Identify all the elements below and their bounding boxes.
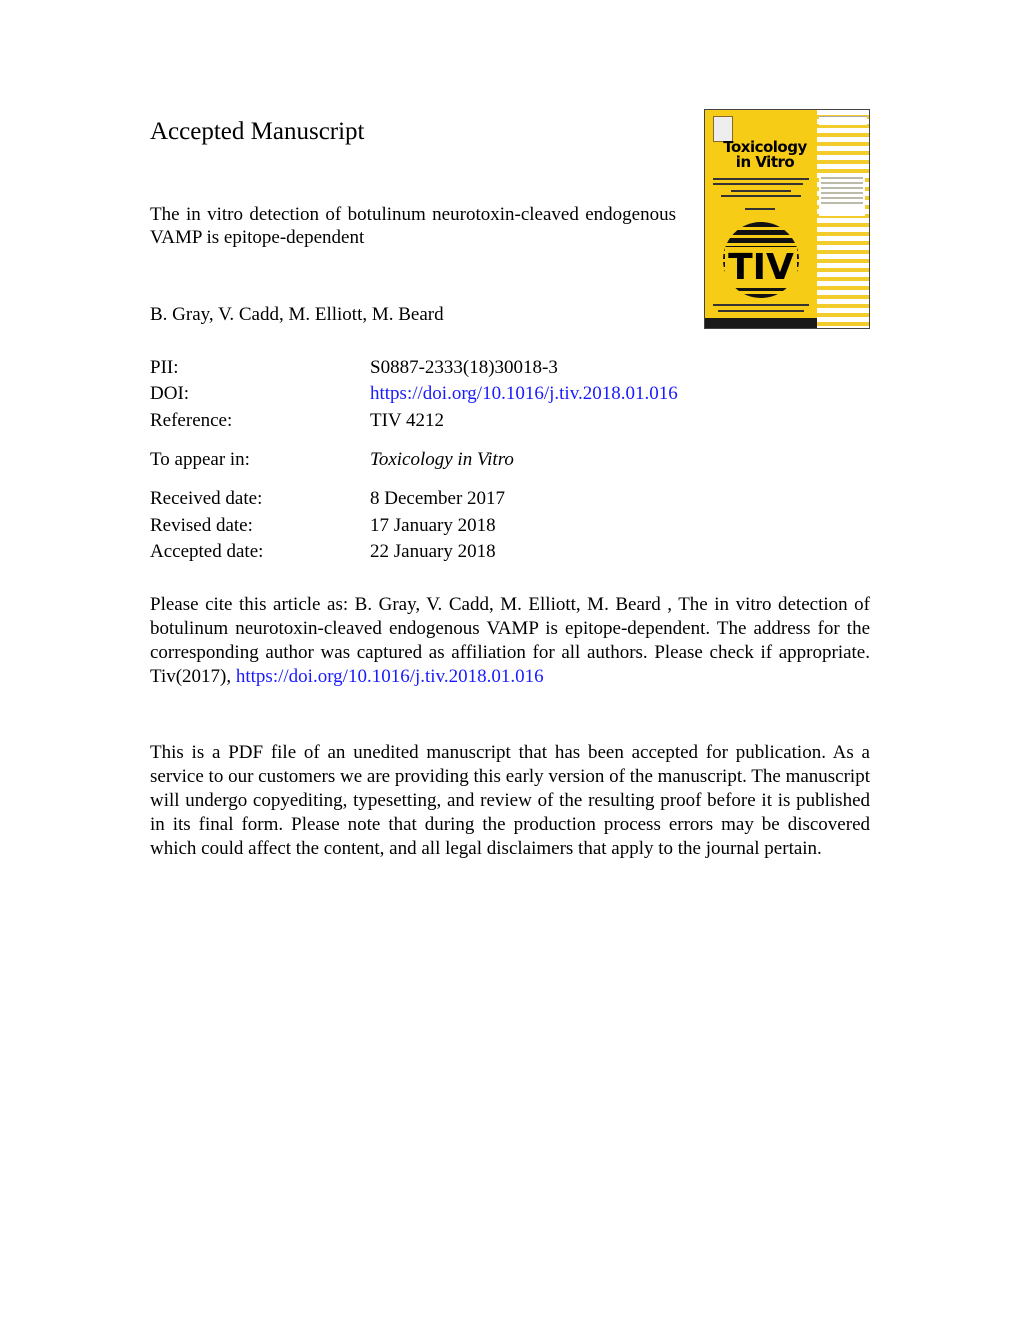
page-heading: Accepted Manuscript	[150, 118, 365, 145]
received-date-label: Received date:	[150, 488, 263, 509]
doi-link[interactable]: https://doi.org/10.1016/j.tiv.2018.01.016	[370, 383, 678, 404]
citation-paragraph	[150, 593, 870, 689]
pii-value: S0887-2333(18)30018-3	[370, 357, 558, 378]
disclaimer-text: This is a PDF file of an unedited manuscript that has been accepted for publication. As a service to our customers we are providing this early version of the manuscript. The manuscript will undergo copyediting, typesetting, and review of the resulting proof before it is published in its final form. Please note that during the production process errors may be discovered which could affect the content, and all legal disclaimers that apply to the journal pertain.	[150, 742, 870, 859]
journal-name: Toxicology in Vitro	[370, 449, 514, 470]
journal-cover-image	[704, 109, 870, 329]
cover-issn-strip	[819, 116, 867, 125]
cover-striped-panel	[817, 110, 869, 329]
cover-text-line	[721, 195, 801, 197]
reference-label: Reference:	[150, 410, 233, 431]
cover-text-line	[713, 183, 803, 185]
citation-text: Please cite this article as: B. Gray, V. Cadd, M. Elliott, M. Beard , The in vitro detection of botulinum neurotoxin-cleaved endogenous VAMP is epitope-dependent. The address for the corresponding author was captured as affiliation for all authors. Please check if appropriate. Tiv(2017),	[150, 594, 870, 687]
doi-label: DOI:	[150, 383, 190, 404]
cover-text-line	[713, 304, 809, 306]
accepted-date-value: 22 January 2018	[370, 541, 496, 562]
accepted-date-label: Accepted date:	[150, 541, 264, 562]
cover-footer-bar	[705, 318, 817, 329]
cover-tiv-logo: TIV	[719, 248, 803, 288]
reference-value: TIV 4212	[370, 410, 445, 431]
cover-journal-title: Toxicology in Vitro	[723, 138, 807, 171]
authors: B. Gray, V. Cadd, M. Elliott, M. Beard	[150, 304, 444, 325]
received-date-value: 8 December 2017	[370, 488, 506, 509]
cover-text-line	[713, 178, 809, 180]
revised-date-label: Revised date:	[150, 515, 253, 536]
pii-label: PII:	[150, 357, 179, 378]
disclaimer-paragraph	[150, 741, 870, 861]
cover-text-line	[731, 190, 791, 192]
cover-text-line	[718, 310, 804, 312]
cover-text-line	[745, 208, 775, 210]
cover-contents-box	[819, 174, 865, 216]
citation-doi-link[interactable]: https://doi.org/10.1016/j.tiv.2018.01.016	[235, 666, 544, 687]
article-title: The in vitro detection of botulinum neurotoxin-cleaved endogenous VAMP is epitope-dependent	[150, 204, 676, 248]
revised-date-value: 17 January 2018	[370, 515, 496, 536]
appear-in-label: To appear in:	[150, 449, 250, 470]
